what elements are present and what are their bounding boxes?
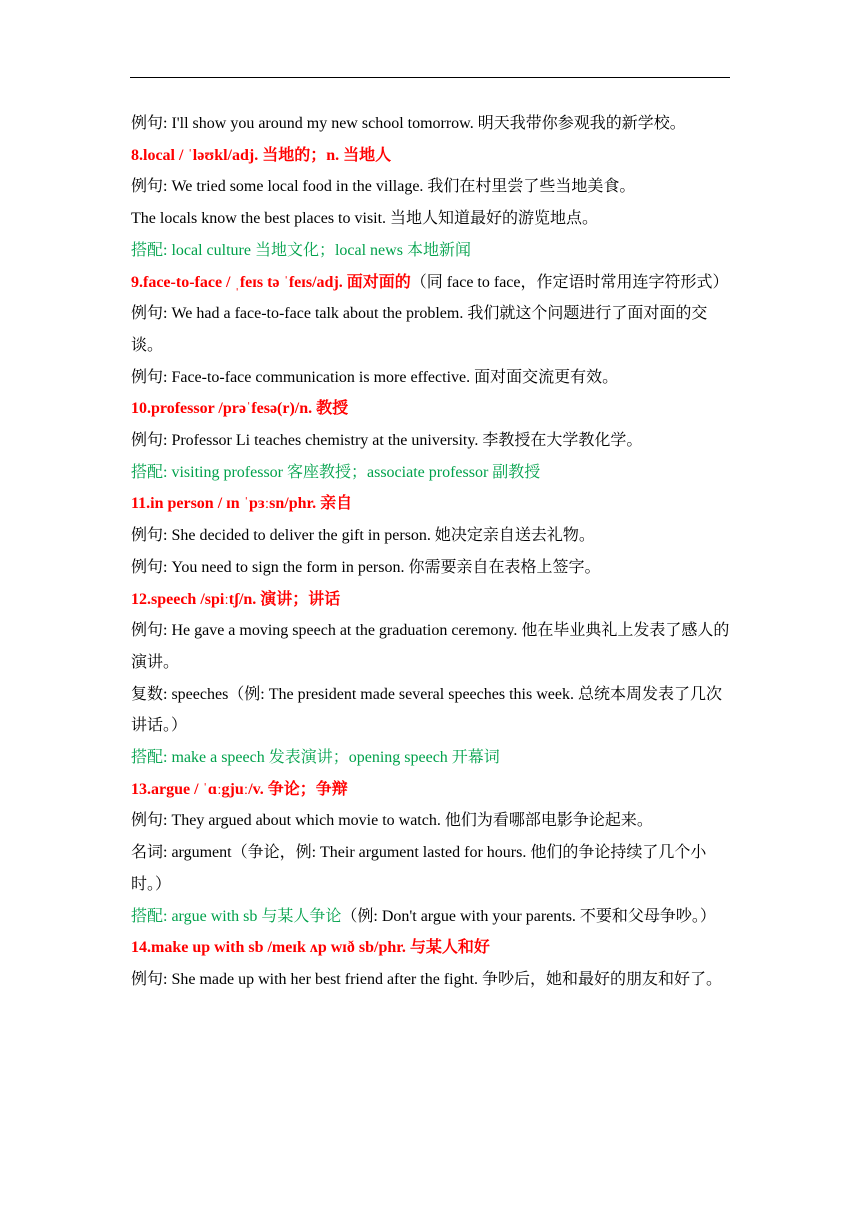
entry-title-make-up-with: 14.make up with sb /meɪk ʌp wɪð sb/phr. 与某人和好 bbox=[131, 939, 490, 957]
entry-title-face-to-face: 9.face-to-face / ˌfeɪs tə ˈfeɪs/adj. 面对面的 bbox=[131, 273, 411, 291]
example-sentence: 例句: We had a face-to-face talk about the problem. 我们就这个问题进行了面对面的交谈。 bbox=[131, 305, 708, 354]
example-sentence: 例句: I'll show you around my new school tomorrow. 明天我带你参观我的新学校。 bbox=[131, 115, 686, 132]
entry-title-in-person: 11.in person / ɪn ˈpɜːsn/phr. 亲自 bbox=[131, 495, 353, 513]
example-sentence: 例句: Professor Li teaches chemistry at the university. 李教授在大学教化学。 bbox=[131, 432, 643, 450]
example-sentence: 例句: Face-to-face communication is more effective. 面对面交流更有效。 bbox=[131, 368, 619, 386]
entry-title-professor: 10.professor /prəˈfesə(r)/n. 教授 bbox=[131, 400, 349, 418]
entry-note: （同 face to face，作定语时常用连字符形式） bbox=[410, 273, 729, 291]
entry-face-to-face bbox=[131, 267, 731, 299]
plural-form-line: 复数: speeches（例: The president made several speeches this week. 总统本周发表了几次讲话。） bbox=[131, 685, 722, 735]
noun-form-line: 名词: argument（争论，例: Their argument lasted for hours. 他们的争论持续了几个小时。） bbox=[131, 844, 707, 893]
collocation-line: 搭配: make a speech 发表演讲；opening speech 开幕词 bbox=[131, 749, 500, 767]
example-sentence: 例句: She made up with her best friend after the fight. 争吵后，她和最好的朋友和好了。 bbox=[131, 970, 723, 988]
document-body bbox=[131, 108, 731, 996]
collocation-text: 搭配: argue with sb 与某人争论 bbox=[131, 907, 342, 925]
entry-title-local: 8.local / ˈləʊkl/adj. 当地的；n. 当地人 bbox=[131, 146, 392, 164]
entry-title-argue: 13.argue / ˈɑːgjuː/v. 争论；争辩 bbox=[131, 780, 348, 798]
collocation-line bbox=[131, 901, 731, 933]
example-sentence: 例句: We tried some local food in the village. 我们在村里尝了些当地美食。 bbox=[131, 178, 636, 196]
example-sentence: The locals know the best places to visit. 当地人知道最好的游览地点。 bbox=[131, 210, 599, 228]
collocation-line: 搭配: local culture 当地文化；local news 本地新闻 bbox=[131, 241, 471, 259]
example-sentence: 例句: They argued about which movie to watch. 他们为看哪部电影争论起来。 bbox=[131, 812, 653, 830]
header-rule bbox=[130, 77, 730, 78]
entry-title-speech: 12.speech /spiːtʃ/n. 演讲；讲话 bbox=[131, 590, 341, 608]
collocation-line: 搭配: visiting professor 客座教授；associate professor 副教授 bbox=[131, 463, 541, 481]
collocation-example: （例: Don't argue with your parents. 不要和父母争吵。） bbox=[341, 907, 716, 925]
example-sentence: 例句: She decided to deliver the gift in person. 她决定亲自送去礼物。 bbox=[131, 527, 595, 545]
example-sentence: 例句: He gave a moving speech at the graduation ceremony. 他在毕业典礼上发表了感人的演讲。 bbox=[131, 622, 730, 671]
example-sentence: 例句: You need to sign the form in person. 你需要亲自在表格上签字。 bbox=[131, 558, 601, 576]
